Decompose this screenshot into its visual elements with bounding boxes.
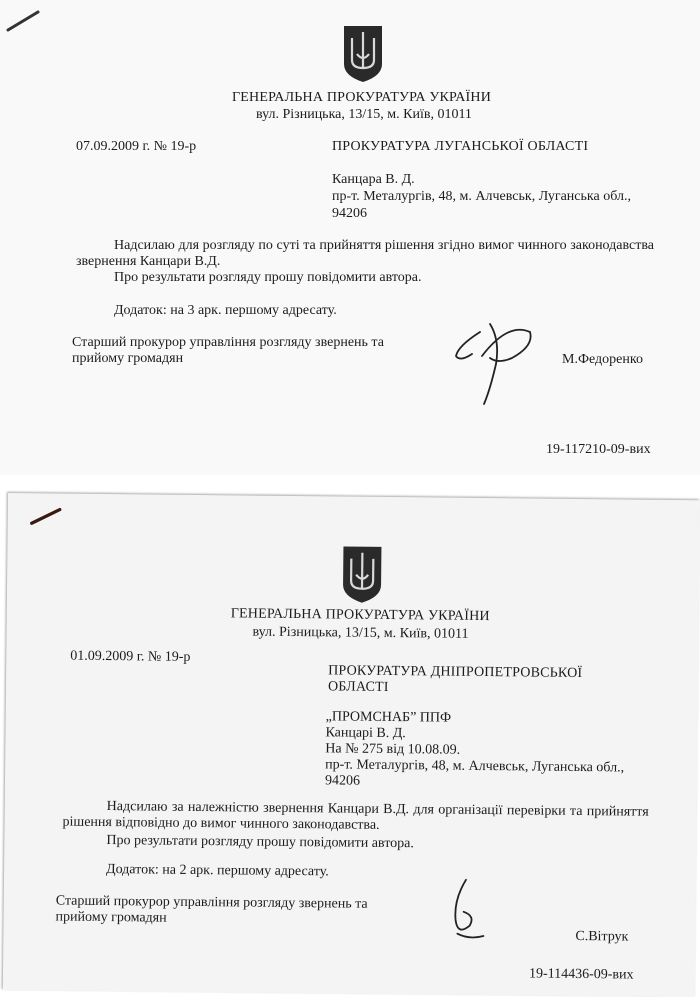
body-paragraph: Надсилаю для розгляду по суті та прийняття рішення згідно вимог чинного законодавства звернення Канцари В.Д.	[76, 238, 654, 269]
org-address: вул. Різницька, 13/15, м. Київ, 01011	[252, 624, 469, 642]
letter-1	[0, 0, 700, 475]
ink-mark	[4, 6, 44, 36]
signature-1	[450, 312, 540, 410]
addressee-name: Канцарі В. Д.	[325, 725, 406, 742]
ink-mark	[28, 501, 68, 531]
outgoing-number: 19-114436-09-вих	[528, 966, 634, 983]
addressee-address: пр-т. Металургів, 48, м. Алчевськ, Луганська обл.,	[332, 189, 631, 204]
body-paragraph: Надсилаю за належністю звернення Канцари В.Д. для організації перевірки та прийняття рішення відповідно до вимог чинного законодавства.	[62, 799, 649, 833]
reference-number: На № 275 від 10.08.09.	[325, 741, 461, 758]
body-paragraph-result: Про результати розгляду прошу повідомити автора.	[114, 270, 422, 285]
signer-title: Старший прокурор управління розгляду звернень та	[55, 893, 368, 912]
org-name: ГЕНЕРАЛЬНА ПРОКУРАТУРА УКРАЇНИ	[230, 606, 490, 625]
org-address: вул. Різницька, 13/15, м. Київ, 01011	[256, 107, 472, 122]
attachment-note: Додаток: на 3 арк. першому адресату.	[114, 303, 337, 318]
signer-title-cont: прийому громадян	[72, 351, 184, 366]
recipient-org-cont: ОБЛАСТІ	[327, 679, 389, 695]
attachment-note: Додаток: на 2 арк. першому адресату.	[105, 862, 329, 880]
org-name: ГЕНЕРАЛЬНА ПРОКУРАТУРА УКРАЇНИ	[232, 90, 491, 105]
addressee-postcode: 94206	[332, 206, 367, 221]
trident-emblem-icon	[342, 24, 384, 84]
outgoing-number: 19-117210-09-вих	[546, 442, 651, 457]
addressee-address: пр-т. Металургів, 48, м. Алчевськ, Луганська обл.,	[325, 757, 625, 776]
signer-name: М.Федоренко	[562, 352, 643, 367]
body-paragraph-result: Про результати розгляду прошу повідомити автора.	[106, 833, 414, 852]
date-number: 07.09.2009 г. № 19-р	[76, 139, 197, 154]
signer-title: Старший прокурор управління розгляду звернень та	[72, 335, 384, 350]
addressee-company: „ПРОМСНАБ” ППФ	[325, 709, 452, 726]
addressee-postcode: 94206	[324, 773, 361, 789]
signer-title-cont: прийому громадян	[55, 909, 167, 926]
signer-name: С.Вітрук	[575, 928, 629, 945]
trident-emblem-icon	[341, 544, 384, 604]
addressee-name: Канцара В. Д.	[332, 172, 415, 187]
recipient-org: ПРОКУРАТУРА ДНІПРОПЕТРОВСЬКОЇ	[328, 663, 583, 682]
recipient-org: ПРОКУРАТУРА ЛУГАНСЬКОЇ ОБЛАСТІ	[332, 139, 589, 154]
signature-2	[439, 876, 490, 947]
date-number: 01.09.2009 г. № 19-р	[70, 648, 191, 665]
letter-2	[3, 493, 700, 997]
